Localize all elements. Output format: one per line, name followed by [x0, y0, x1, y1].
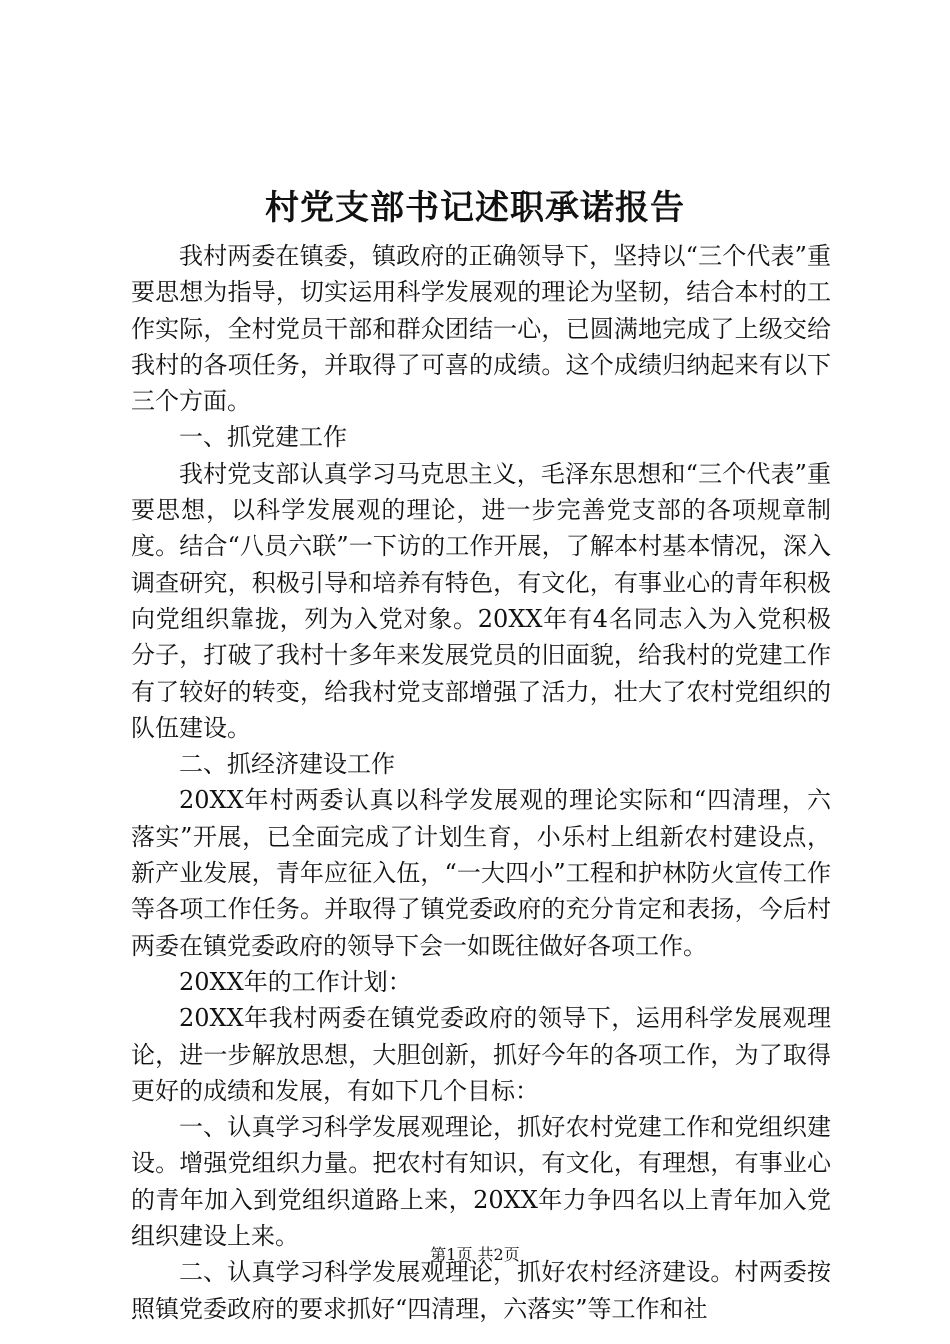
heading-economic-construction: 二、抓经济建设工作	[179, 750, 395, 779]
document-body	[131, 238, 831, 1327]
document-title: 村党支部书记述职承诺报告	[265, 188, 685, 228]
paragraph-economic-construction: 20XX年村两委认真以科学发展观的理论实际和“四清理，六落实”开展，已全面完成了计划生育，小乐村上组新农村建设点，新产业发展，青年应征入伍，“一大四小”工程和护林防火宣传工作等各项工作任务。并取得了镇党委政府的充分肯定和表扬，今后村两委在镇党委政府的领导下会一如既往做好各项工作。	[131, 786, 831, 960]
page-footer: 第1页 共2页	[430, 1245, 520, 1264]
paragraph-goal-one: 一、认真学习科学发展观理论，抓好农村党建工作和党组织建设。增强党组织力量。把农村有知识，有文化，有理想，有事业心的青年加入到党组织道路上来，20XX年力争四名以上青年加入党组织建设上来。	[131, 1113, 831, 1251]
paragraph-work-plan: 20XX年我村两委在镇党委政府的领导下，运用科学发展观理论，进一步解放思想，大胆创新，抓好今年的各项工作，为了取得更好的成绩和发展，有如下几个目标：	[131, 1004, 831, 1105]
paragraph-party-building: 我村党支部认真学习马克思主义，毛泽东思想和“三个代表”重要思想，以科学发展观的理论，进一步完善党支部的各项规章制度。结合“八员六联”一下访的工作开展，了解本村基本情况，深入调查研究，积极引导和培养有特色，有文化，有事业心的青年积极向党组织靠拢，列为入党对象。20XX年有4名同志入为入党积极分子，打破了我村十多年来发展党员的旧面貌，给我村的党建工作有了较好的转变，给我村党支部增强了活力，壮大了农村党组织的队伍建设。	[131, 459, 831, 742]
heading-party-building: 一、抓党建工作	[179, 423, 347, 452]
paragraph-goal-two: 二、认真学习科学发展观理论，抓好农村经济建设。村两委按照镇党委政府的要求抓好“四清理，六落实”等工作和社	[131, 1258, 831, 1323]
heading-work-plan: 20XX年的工作计划：	[179, 967, 412, 996]
paragraph-intro: 我村两委在镇委，镇政府的正确领导下，坚持以“三个代表”重要思想为指导，切实运用科学发展观的理论为坚韧，结合本村的工作实际，全村党员干部和群众团结一心，已圆满地完成了上级交给我村的各项任务，并取得了可喜的成绩。这个成绩归纳起来有以下三个方面。	[131, 242, 831, 416]
